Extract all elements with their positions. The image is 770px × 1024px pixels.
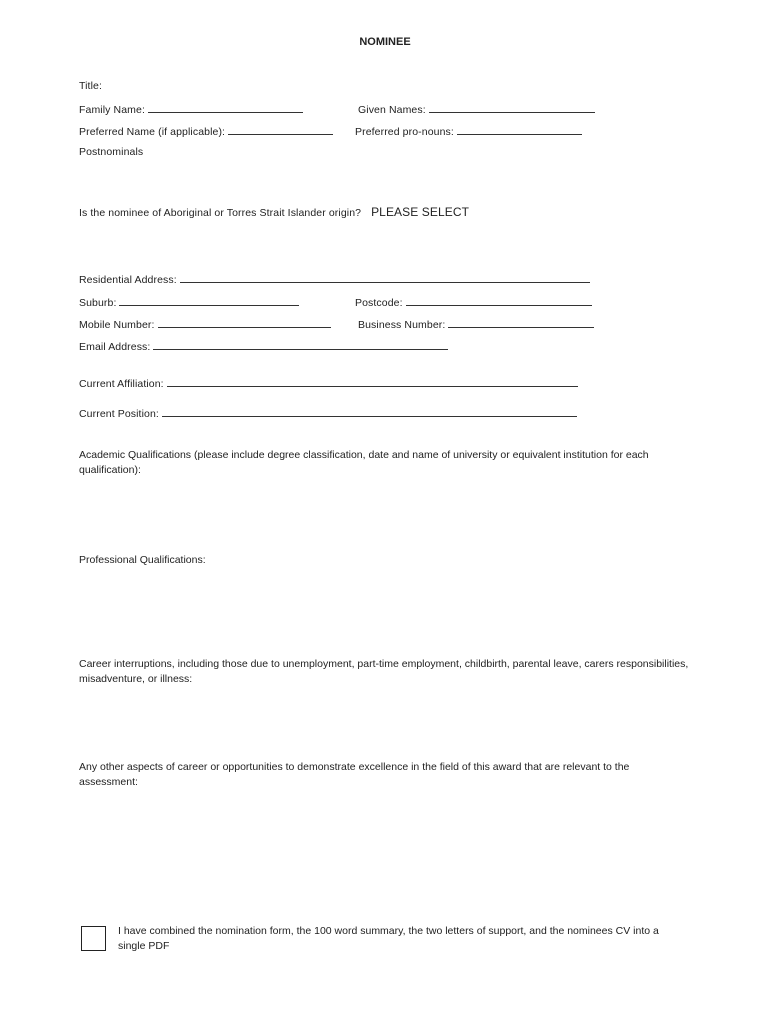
family-name-input[interactable] [148, 102, 303, 113]
business-input[interactable] [448, 317, 594, 328]
postnominals-field[interactable] [79, 146, 143, 158]
postcode-input[interactable] [406, 295, 592, 306]
career-interruptions-label: Career interruptions, including those due to unemployment, part-time employment, childbirth, parental leave, carers responsibilities, misadventure, or illness: [79, 658, 689, 685]
email-row [79, 339, 448, 353]
affiliation-input[interactable] [167, 376, 578, 387]
affiliation-row [79, 376, 578, 390]
postcode-label: Postcode: [355, 297, 403, 309]
residential-address-row [79, 272, 590, 286]
mobile-row [79, 317, 331, 331]
pronouns-input[interactable] [457, 124, 582, 135]
position-row [79, 406, 577, 420]
title-field[interactable] [79, 80, 102, 92]
family-name-row [79, 102, 303, 116]
residential-address-label: Residential Address: [79, 274, 177, 286]
origin-select[interactable]: PLEASE SELECT [371, 205, 470, 219]
affiliation-label: Current Affiliation: [79, 378, 164, 390]
given-names-label: Given Names: [358, 104, 426, 116]
postcode-row [355, 295, 592, 309]
academic-qualifications-label: Academic Qualifications (please include degree classification, date and name of university or equivalent institution for each qualification): [79, 449, 649, 476]
postnominals-label: Postnominals [79, 146, 144, 158]
mobile-input[interactable] [158, 317, 331, 328]
confirmation-checkbox[interactable] [81, 926, 106, 951]
preferred-name-row [79, 124, 333, 138]
position-label: Current Position: [79, 408, 159, 420]
email-label: Email Address: [79, 341, 151, 353]
mobile-label: Mobile Number: [79, 319, 155, 331]
preferred-name-input[interactable] [228, 124, 333, 135]
pronouns-label: Preferred pro-nouns: [355, 126, 454, 138]
position-input[interactable] [162, 406, 577, 417]
given-names-row [358, 102, 595, 116]
business-label: Business Number: [358, 319, 446, 331]
origin-question: Is the nominee of Aboriginal or Torres Strait Islander origin? [79, 207, 362, 219]
given-names-input[interactable] [429, 102, 595, 113]
professional-qualifications-label: Professional Qualifications: [79, 554, 206, 566]
residential-address-input[interactable] [180, 272, 590, 283]
form-heading: NOMINEE [359, 36, 411, 48]
pronouns-row [355, 124, 582, 138]
title-label: Title: [79, 80, 102, 92]
suburb-row [79, 295, 299, 309]
suburb-input[interactable] [119, 295, 299, 306]
origin-row [79, 205, 469, 219]
email-input[interactable] [153, 339, 448, 350]
other-aspects-label: Any other aspects of career or opportunities to demonstrate excellence in the field of this award that are relevant to the assessment: [79, 761, 630, 788]
suburb-label: Suburb: [79, 297, 117, 309]
confirmation-text: I have combined the nomination form, the 100 word summary, the two letters of support, and the nominees CV into a single PDF [118, 925, 659, 952]
preferred-name-label: Preferred Name (if applicable): [79, 126, 226, 138]
family-name-label: Family Name: [79, 104, 145, 116]
business-row [358, 317, 594, 331]
